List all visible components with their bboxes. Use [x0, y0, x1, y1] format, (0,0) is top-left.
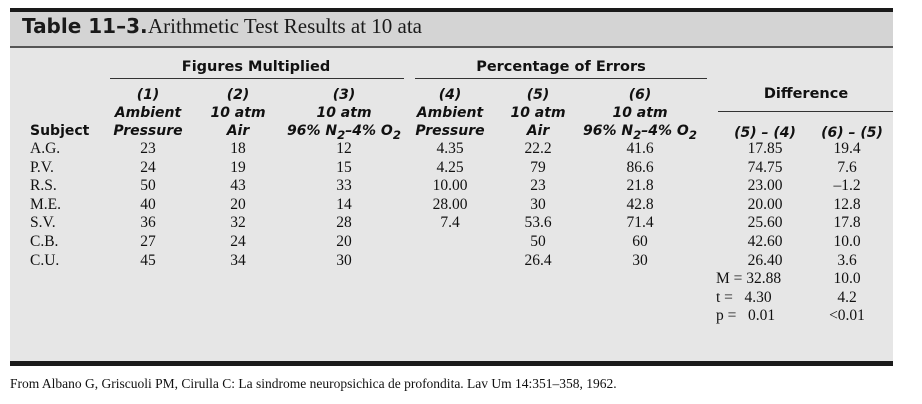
cell-d1: 20.00 [747, 195, 783, 213]
stat-label: p = 0.01 [716, 307, 776, 325]
stat-value: <0.01 [829, 307, 865, 325]
cell-d2: 17.8 [833, 214, 861, 232]
cell-c2: 20 [230, 195, 246, 213]
table-title: Arithmetic Test Results at 10 ata [148, 14, 423, 38]
cell-c5: 79 [530, 158, 546, 176]
stat-label: M = 32.88 [716, 270, 782, 288]
cell-c2: 18 [230, 140, 246, 157]
col-6-num: (6) [628, 87, 652, 103]
group-difference-underline [718, 111, 893, 112]
cell-c3: 30 [336, 251, 352, 269]
cell-c4: 10.00 [432, 177, 468, 195]
cell-c5: 22.2 [524, 140, 552, 157]
cell-subject: S.V. [30, 214, 56, 232]
col-3-o2-text: –4% O [345, 123, 393, 139]
col-3-n2-text: 96% N [287, 123, 338, 139]
cell-c4: 4.35 [436, 140, 464, 157]
cell-c6: 71.4 [626, 214, 654, 232]
cell-d2: 7.6 [837, 158, 857, 176]
cell-c6: 30 [632, 251, 648, 269]
cell-c3: 12 [336, 140, 352, 157]
col-6-line1: 10 atm [612, 105, 668, 121]
col-3-o2-sub: 2 [392, 127, 401, 142]
cell-c6: 86.6 [626, 158, 654, 176]
col-5-num: (5) [526, 87, 550, 103]
cell-c1: 45 [140, 251, 156, 269]
cell-c1: 40 [140, 195, 156, 213]
stat-value: 4.2 [837, 288, 857, 306]
col-2-num: (2) [226, 87, 250, 103]
cell-c5: 23 [530, 177, 546, 195]
cell-d2: 19.4 [833, 140, 861, 157]
cell-subject: P.V. [30, 158, 54, 176]
cell-c3: 14 [336, 195, 352, 213]
cell-d2: 3.6 [837, 251, 857, 269]
group-difference: Difference [763, 86, 849, 102]
cell-c3: 15 [336, 158, 352, 176]
col-2-line2: Air [226, 123, 250, 139]
cell-subject: C.B. [30, 233, 59, 250]
col-1-num: (1) [136, 87, 160, 103]
cell-d1: 23.00 [747, 177, 783, 195]
col-diff-5-4: (5) – (4) [734, 125, 796, 141]
cell-d1: 26.40 [747, 251, 783, 269]
cell-c1: 27 [140, 233, 156, 250]
cell-c5: 30 [530, 195, 546, 213]
cell-c6: 60 [632, 233, 648, 250]
cell-c2: 19 [230, 158, 246, 176]
col-5-line1: 10 atm [510, 105, 566, 121]
cell-c5: 50 [530, 233, 546, 250]
stat-label: t = 4.30 [716, 288, 772, 306]
cell-c4: 7.4 [440, 214, 460, 232]
col-5-line2: Air [526, 123, 550, 139]
group-figures-multiplied: Figures Multiplied [181, 59, 331, 75]
cell-subject: C.U. [30, 251, 60, 269]
cell-c2: 34 [230, 251, 246, 269]
table-label: Table 11–3. [22, 14, 148, 38]
cell-c6: 42.8 [626, 195, 654, 213]
cell-d2: –1.2 [833, 177, 861, 195]
col-2-line1: 10 atm [210, 105, 266, 121]
cell-c3: 28 [336, 214, 352, 232]
cell-subject: R.S. [30, 177, 57, 195]
cell-subject: M.E. [30, 195, 61, 213]
col-6-n2-text: 96% N [583, 123, 634, 139]
cell-c4: 4.25 [436, 158, 464, 176]
cell-c6: 41.6 [626, 140, 654, 157]
bottom-rule [10, 361, 893, 366]
cell-c2: 43 [230, 177, 246, 195]
col-subject: Subject [30, 123, 90, 139]
stat-value: 10.0 [833, 270, 861, 288]
cell-c3: 20 [336, 233, 352, 250]
group-figures-underline [110, 78, 404, 79]
cell-c5: 26.4 [524, 251, 552, 269]
col-6-o2-sub: 2 [688, 127, 697, 142]
col-4-line1: Ambient [416, 105, 484, 121]
table-footnote: From Albano G, Griscuoli PM, Cirulla C: La sindrome neuropsichica de profondita. Lav Um 14:351–358, 1962. [10, 376, 617, 391]
cell-c5: 53.6 [524, 214, 552, 232]
col-4-line2: Pressure [415, 123, 485, 139]
cell-c1: 24 [140, 158, 156, 176]
group-percentage-errors: Percentage of Errors [476, 59, 646, 75]
cell-d1: 17.85 [747, 140, 783, 157]
cell-c3: 33 [336, 177, 352, 195]
col-1-line1: Ambient [114, 105, 182, 121]
cell-subject: A.G. [30, 140, 61, 157]
col-6-n2-sub: 2 [633, 127, 642, 142]
col-1-line2: Pressure [113, 123, 183, 139]
col-4-num: (4) [438, 87, 462, 103]
cell-c6: 21.8 [626, 177, 654, 195]
col-diff-6-5: (6) – (5) [821, 125, 883, 141]
cell-c2: 24 [230, 233, 246, 250]
cell-c1: 23 [140, 140, 156, 157]
cell-d1: 42.60 [747, 233, 783, 250]
col-6-o2-text: –4% O [641, 123, 689, 139]
cell-c1: 36 [140, 214, 156, 232]
cell-d1: 74.75 [747, 158, 783, 176]
cell-c2: 32 [230, 214, 246, 232]
cell-d1: 25.60 [747, 214, 783, 232]
col-3-n2-sub: 2 [337, 127, 346, 142]
top-rule [10, 8, 893, 12]
cell-d2: 12.8 [833, 195, 861, 213]
cell-c4: 28.00 [432, 195, 468, 213]
group-errors-underline [415, 78, 707, 79]
cell-d2: 10.0 [833, 233, 861, 250]
cell-c1: 50 [140, 177, 156, 195]
col-3-num: (3) [332, 87, 356, 103]
col-3-line1: 10 atm [316, 105, 372, 121]
header-rule [10, 46, 893, 48]
